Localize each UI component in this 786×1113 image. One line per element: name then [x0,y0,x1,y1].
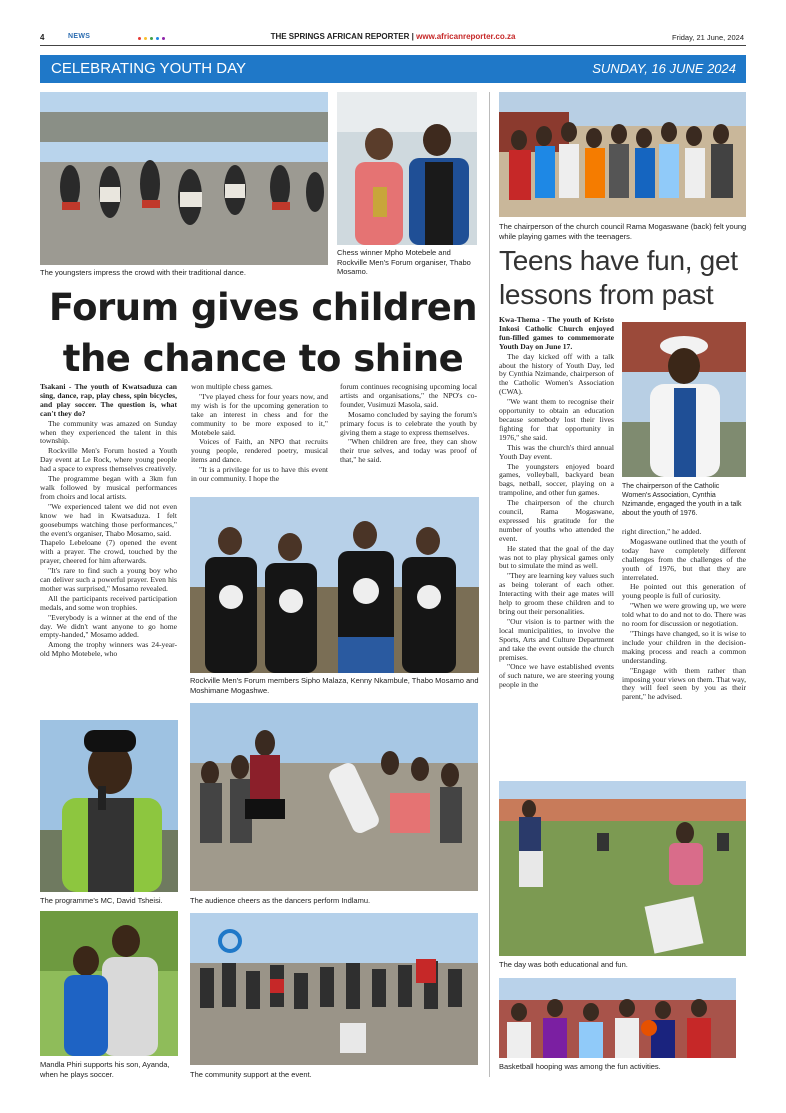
masthead-title: THE SPRINGS AFRICAN REPORTER [270,32,410,41]
caption-council: The chairperson of the church council Rama Mogaswane (back) felt young while playing games with the teenagers. [499,222,747,241]
section-banner [40,55,746,83]
page-number: 4 [40,33,45,42]
caption-educational: The day was both educational and fun. [499,960,628,969]
story2-column-1 [499,316,614,766]
banner-title: CELEBRATING YOUTH DAY [51,60,247,77]
story1-column-1 [40,383,177,708]
story1-paragraph: Voices of Faith, an NPO that recruits young people, rendered poetry, musical items and dance. [191,437,328,465]
caption-forum-members: Rockville Men's Forum members Sipho Malaza, Kenny Nkambule, Thabo Mosamo and Moshimane Mogashwe. [190,676,479,695]
photo-council-teens [499,92,746,217]
story1-paragraph: won multiple chess games. [191,383,273,391]
photo-traditional-dance [40,92,328,265]
story2-paragraph: This was the church's third annual Youth Day event. [499,442,614,461]
headline-forum-line2: the chance to shine [62,337,464,380]
story1-paragraph: Rockville Men's Forum hosted a Youth Day event at Le Rock, where young people had a space to express themselves creatively. [40,446,177,474]
photo-basketball [499,978,736,1058]
photo-chess-winner [337,92,477,245]
photo-forum-members [190,497,479,673]
header-rule [40,45,746,46]
headline-teens: Teens have fun, get lessons from past [499,245,738,310]
masthead-url[interactable]: www.africanreporter.co.za [416,32,516,41]
story2-paragraph: "We want them to recognise their opportunity to obtain an education because somebody lost their lives fighting for that opportunity in 1976," she said. [499,397,614,442]
section-tag: NEWS [68,33,91,40]
column-divider [489,92,490,1077]
issue-date: Friday, 21 June, 2024 [672,33,744,42]
photo-mandla-ayanda [40,911,178,1056]
story1-paragraph: The community was amazed on Sunday when they experienced the talent in this township. [40,418,177,446]
banner-date: SUNDAY, 16 JUNE 2024 [592,61,736,76]
story2-paragraph: The day kicked off with a talk about the history of Youth Day, led by Cynthia Nzimande, chairperson of the Catholic Women's Association (CWA). [499,351,614,397]
caption-cwa: The chairperson of the Catholic Women's Association, Cynthia Nzimande, engaged the youth in a talk about the youth of 1976. [622,483,742,517]
story1-paragraph: "It's rare to find such a young boy who can deliver such a powerful prayer. Even his mother was surprised," Mosamo revealed. [40,566,177,593]
story1-paragraph: "Everybody is a winner at the end of the day. We didn't want anyone to go home empty-handed," Mosamo added. [40,612,177,640]
story1-paragraph: Thapelo Lebeloane (7) opened the event with a prayer. The crowd, touched by the prayer, cheered for him afterwards. [40,538,177,566]
caption-community: The community support at the event. [190,1070,312,1079]
story2-paragraph: He stated that the goal of the day was not to play physical games only but to simulate the mind as well. [499,543,614,571]
headline-forum [40,282,486,384]
story1-paragraph: "When children are free, they can show their true selves, and today was proof of that," he said. [340,437,477,465]
story1-paragraph: All the participants received participation medals, and some won trophies. [40,593,177,612]
story2-paragraph: "Our vision is to partner with the local municipalities, to involve the Sports, Arts and Culture Department and take the event outside the church premises. [499,616,614,662]
photo-community [190,913,478,1065]
photo-indlamu [190,703,478,891]
story2-lede: Kwa-Thema - The youth of Kristo Inkosi Catholic Church enjoyed fun-filled games to commemorate Youth Day on June 17. [499,316,614,351]
photo-mc [40,720,178,892]
story2-paragraph: "When we were growing up, we were told what to do and not to do. There was no room for discussion or negotiation. [622,601,746,629]
story2-paragraph: "They are learning key values such as being tolerant of each other. Interacting with their age mates will help to groom these children and to bring out their personalities. [499,571,614,616]
story2-paragraph: The chairperson of the church council, Rama Mogaswane, expressed his gratitude for the number of youths who attended the event. [499,498,614,543]
headline-forum-line1: Forum gives children [48,286,478,329]
masthead [0,32,786,41]
story1-paragraph: The programme began with a 3km fun walk followed by musical performances from choirs and local artists. [40,474,177,501]
story2-paragraph: He pointed out this generation of young people is full of curiosity. [622,582,746,601]
caption-mandla: Mandla Phiri supports his son, Ayanda, when he plays soccer. [40,1060,170,1079]
caption-chess: Chess winner Mpho Motebele and Rockville Men's Forum organiser, Thabo Mosamo. [337,248,471,276]
caption-mc: The programme's MC, David Tsheisi. [40,896,163,905]
story2-paragraph: right direction," he added. [622,528,702,536]
story1-column-3 [340,383,477,493]
story1-paragraph: "We experienced talent we did not even know we had in Kwatsaduza. I felt goosebumps watching those performances," the event's organiser, Thabo Mosamo, said. [40,501,177,538]
story1-paragraph: "I've played chess for four years now, and my wish is for the upcoming generation to take an interest in chess and for the community to be more exposed to it," Motebele said. [191,391,328,437]
story1-column-2 [191,383,328,493]
story2-paragraph: "Things have changed, so it is wise to include your children in the decision-making process and reach a common understanding. [622,628,746,665]
photo-sack-race [499,781,746,956]
caption-dance: The youngsters impress the crowd with their traditional dance. [40,268,246,277]
story1-paragraph: "It is a privilege for us to have this event in our community. I hope the [191,465,328,484]
photo-cwa-chairperson [622,322,746,477]
story1-paragraph: Among the trophy winners was 24-year-old Mpho Motebele, who [40,640,177,659]
story2-column-2 [622,528,746,768]
caption-basketball: Basketball hooping was among the fun activities. [499,1062,661,1071]
story2-paragraph: The youngsters enjoyed board games, volleyball, backyard bean bags, netball, soccer, playing on a trampoline, and other fun games. [499,461,614,498]
masthead-separator: | [411,32,414,41]
story1-lede: Tsakani - The youth of Kwatsaduza can sing, dance, rap, play chess, spin bicycles, and play soccer. The question is, what can't they do? [40,383,177,418]
caption-indlamu: The audience cheers as the dancers perform Indlamu. [190,896,371,905]
story2-paragraph: Mogaswane outlined that the youth of today have completely different challenges from the challenges of the youth of 1976, but that they are interrelated. [622,536,746,582]
story2-paragraph: "Engage with them rather than imposing your views on them. That way, they will feel seen by you as their parent," he advised. [622,665,746,702]
story1-paragraph: forum continues recognising upcoming local artists and organisations," the NPO's co-founder, Vusimuzi Masola, said. [340,383,477,409]
story1-paragraph: Mosamo concluded by saying the forum's primary focus is to celebrate the youth by giving them a stage to express themselves. [340,409,477,437]
story2-paragraph: "Once we have established events of such nature, we are steering young people in the [499,662,614,690]
